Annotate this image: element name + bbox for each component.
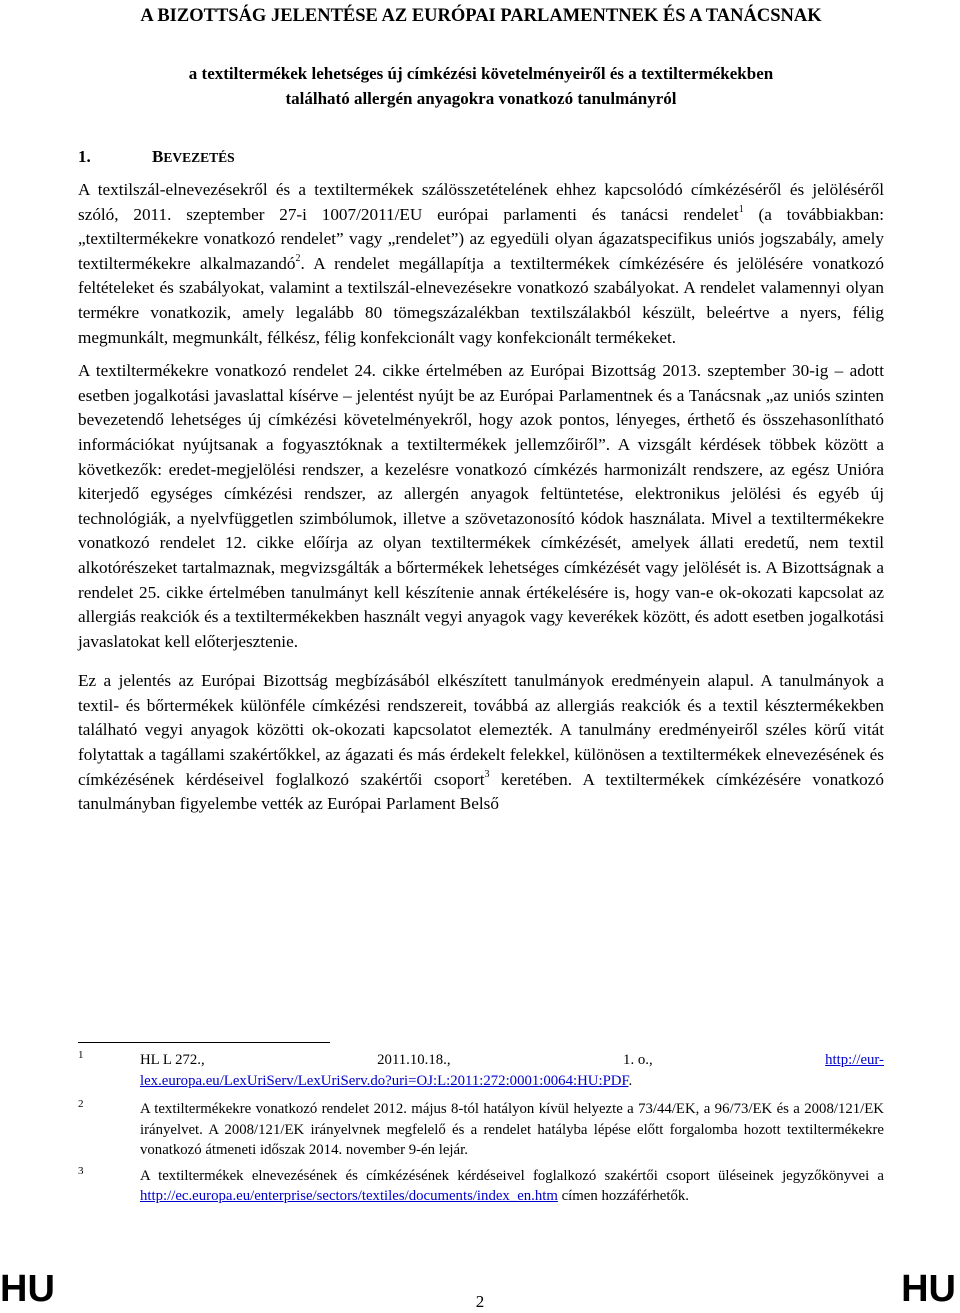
footnote-1-number: 1 [78,1049,84,1061]
paragraph-2: A textiltermékekre vonatkozó rendelet 24. cikke értelmében az Európai Bizottság 2013. szeptember 30-ig – adott esetben jogalkotási javaslattal kísérve – jelentést nyújt be az Európai Parlamentnek és a Tanácsnak „az uniós szinten bevezetendő lehetséges új címkézési követelményekről, hogy azok pontos, lényeges, érthető és összehasonlítható információkat nyújtsanak a fogyasztóknak a textiltermékek jellemzőiről”. A vizsgált kérdések többek között a következők: eredet-megjelölési rendszer, a kezelésre vonatkozó címkézés harmonizált rendszere, az egész Unióra kiterjedő egységes címkézési rendszer, az allergén anyagok feltüntetése, elektronikus jelölési és egyéb új technológiák, a nyelvfüggetlen szimbólumok, illetve a szövetazonosító kódok használata. Mivel a textiltermékekre vonatkozó rendelet 12. cikke előírja az olyan textiltermékek címkézését, amelyek állati eredetű, nem textil alkotórészeket tartalmaznak, megvizsgálták a bőrtermékek lehetséges címkézését vagy jelölését is. A Bizottságnak a rendelet 25. cikke értelmében tanulmányt kell készítenie annak értékelésére is, hogy van-e ok-okozati kapcsolat az allergiás reakciók és a textiltermékekben használt vegyi anyagok vagy keverékek között, és adott esetben jogalkotási javaslatokat kell előterjesztenie. [78,361,884,651]
footnote-ref-3[interactable]: 3 [484,768,490,780]
language-code-left: HU [0,1268,55,1310]
footnote-ref-2[interactable]: 2 [295,253,301,265]
paragraph-3-part-b: keretében. A textiltermékek címkézésére vonatkozó tanulmányban figyelembe vették az Európai Parlament Belső [78,769,884,814]
paragraph-1 [78,178,884,350]
footnote-3-number: 3 [78,1164,84,1177]
footnote-1-row [140,1050,884,1071]
footnote-1-link-end[interactable]: lex.europa.eu/LexUriServ/LexUriServ.do?uri=OJ:L:2011:272:0001:0064:HU:PDF [140,1072,629,1089]
language-code-right: HU [901,1268,956,1310]
footnote-3 [78,1166,884,1207]
paragraph-1-part-c: . A rendelet megállapítja a textiltermékek címkézésére és jelölésére vonatkozó feltételeket és szabályokat, valamint a textilszál-elnevezésekre vonatkozó szabályokat. A rendelet valamennyi olyan termékre vonatkozik, amely legalább 80 tömegszázalékban textilszálakból készült, beleértve a nyers, félig megmunkált, megmunkált, félkész, félig konfekcionált vagy konfekcionált termékeket. [78,253,884,347]
paragraph-3-part-a: Ez a jelentés az Európai Bizottság megbízásából elkészített tanulmányok eredményein alapul. A tanulmányok a textil- és bőrtermékek különféle címkézési rendszereit, továbbá az allergiás reakciók és a textil késztermékekben található vegyi anyagok közötti ok-okozati kapcsolatot elemezték. A tanulmány eredményeiről széles körű vitát folytattak a tagállami szakértőkkel, az ágazati és más érdekelt felekkel, különösen a textiltermékek elnevezésének és címkézésének kérdéseivel foglalkozó szakértői csoport [78,671,884,789]
footnote-1-end: . [628,1072,633,1089]
footnote-1-journal: HL L 272., [140,1052,205,1068]
footnotes [78,1050,884,1212]
footnote-separator [78,1042,330,1043]
footnote-2 [78,1099,884,1161]
paragraph-1-part-a: A textilszál-elnevezésekről és a textiltermékek szálösszetételének ehhez kapcsolódó címkézéséről és jelöléséről szóló, 2011. szeptember 27-i 1007/2011/EU európai parlamenti és tanácsi rendelet [78,180,884,224]
footnote-1-date: 2011.10.18., [377,1052,451,1068]
footnote-3-text-a: A textiltermékek elnevezésének és címkézésének kérdéseivel foglalkozó szakértői csoport üléseinek jegyzőkönyvei a [140,1167,884,1184]
page-number: 2 [475,1292,485,1311]
subtitle-line-2: található allergén anyagokra vonatkozó tanulmányról [285,88,677,108]
footnote-ref-1[interactable]: 1 [738,203,744,215]
subtitle-line-1: a textiltermékek lehetséges új címkézési követelményeiről és a textiltermékekben [188,64,774,83]
body-text [78,178,884,826]
section-number: 1. [78,147,91,166]
footnote-2-number: 2 [78,1098,84,1110]
footnote-1-row-2 [140,1071,884,1092]
section-title-initial: B [152,147,164,166]
footnote-2-text: A textiltermékekre vonatkozó rendelet 2012. május 8-tól hatályon kívül helyezte a 73/44/EK, a 96/73/EK és a 2008/121/EK irányelvet. A 2008/121/EK irányelvnek megfelelő és a rendelet hatályba lépése előtt forgalomba hozott textiltermékekre vonatkozó átmeneti időszak 2014. november 9-én lejár. [140,1101,884,1158]
footnote-1-link-start[interactable]: http://eur- [825,1052,884,1068]
section-title-rest: EVEZETÉS [163,150,235,165]
footnote-1-page: 1. o., [623,1052,653,1068]
section-heading [78,145,235,170]
report-subtitle [78,62,884,111]
footnote-3-text-b: címen hozzáférhetők. [557,1188,689,1204]
paragraph-3 [78,669,884,817]
report-title: A BIZOTTSÁG JELENTÉSE AZ EURÓPAI PARLAMENTNEK ÉS A TANÁCSNAK [140,6,822,26]
footnote-1 [78,1050,884,1091]
paragraph-1-part-b: (a továbbiakban: „textiltermékekre vonatkozó rendelet” vagy „rendelet”) az egyedüli olyan ágazatspecifikus uniós jogszabály, amely textiltermékekre alkalmazandó [78,204,884,273]
footnote-3-link[interactable]: http://ec.europa.eu/enterprise/sectors/textiles/documents/index_en.htm [140,1188,558,1204]
